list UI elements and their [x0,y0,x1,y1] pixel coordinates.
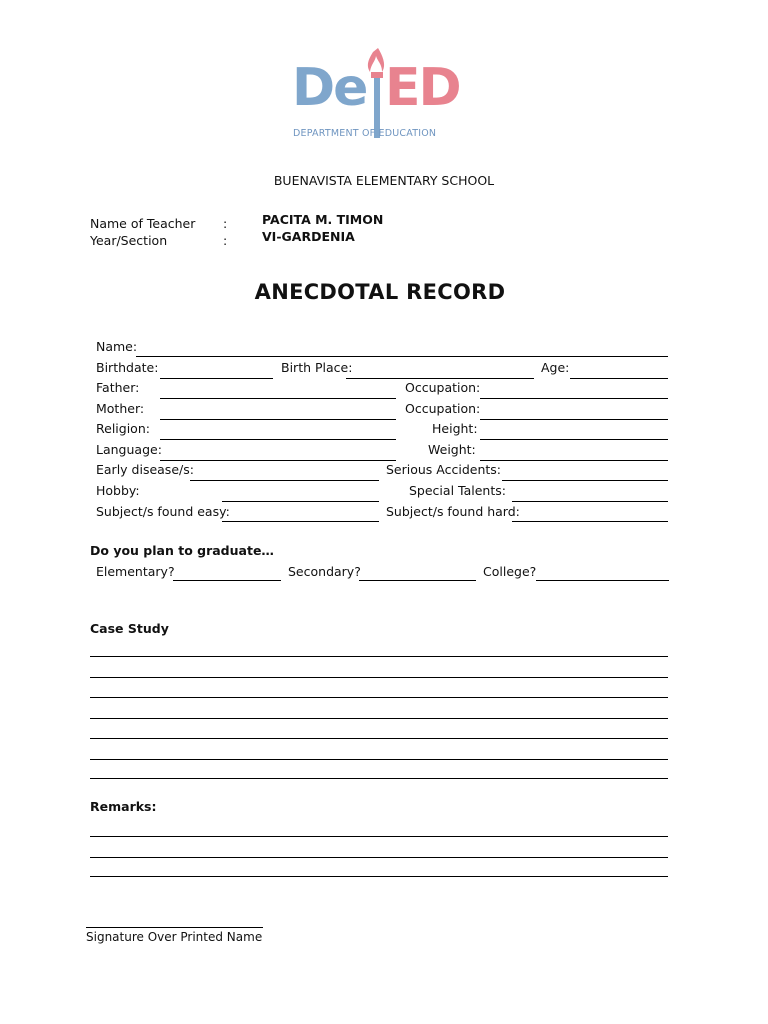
birth-place-line[interactable] [346,378,534,379]
secondary-line[interactable] [359,580,476,581]
case-study-line[interactable] [90,718,668,719]
case-study-heading: Case Study [90,621,169,636]
logo-text-ed: ED [385,58,460,118]
special-talents-line[interactable] [512,501,668,502]
age-line[interactable] [570,378,668,379]
form-title: ANECDOTAL RECORD [254,280,506,304]
year-section-separator: : [223,233,228,248]
birth-place-label: Birth Place: [281,360,353,375]
case-study-line[interactable] [90,738,668,739]
college-label: College? [483,564,537,579]
father-line[interactable] [160,398,396,399]
birthdate-line[interactable] [160,378,273,379]
weight-label: Weight: [428,442,476,457]
hobby-label: Hobby: [96,483,140,498]
elementary-label: Elementary? [96,564,175,579]
language-label: Language: [96,442,162,457]
father-label: Father: [96,380,140,395]
religion-label: Religion: [96,421,150,436]
name-label: Name: [96,339,138,354]
height-line[interactable] [480,439,668,440]
teacher-name-label: Name of Teacher [90,216,196,231]
mother-line[interactable] [160,419,396,420]
graduate-heading: Do you plan to graduate… [90,543,274,558]
teacher-name-separator: : [223,216,228,231]
case-study-line[interactable] [90,697,668,698]
year-section-label: Year/Section [90,233,168,248]
remarks-line[interactable] [90,876,668,877]
special-talents-label: Special Talents: [409,483,506,498]
logo-text-de: De [292,58,367,118]
teacher-name-value: PACITA M. TIMON [262,212,384,227]
serious-accidents-line[interactable] [502,480,668,481]
year-section-value: VI-GARDENIA [262,229,355,244]
college-line[interactable] [536,580,669,581]
remarks-line[interactable] [90,836,668,837]
logo-subtitle: DEPARTMENT OF EDUCATION [293,128,437,139]
secondary-label: Secondary? [288,564,361,579]
early-disease-label: Early disease/s: [96,462,194,477]
case-study-line[interactable] [90,778,668,779]
subject-hard-label: Subject/s found hard: [386,504,520,519]
remarks-line[interactable] [90,857,668,858]
father-occupation-label: Occupation: [405,380,481,395]
signature-label: Signature Over Printed Name [86,930,263,944]
name-line[interactable] [136,356,668,357]
case-study-line[interactable] [90,677,668,678]
case-study-line[interactable] [90,656,668,657]
mother-label: Mother: [96,401,145,416]
case-study-line[interactable] [90,759,668,760]
mother-occupation-label: Occupation: [405,401,481,416]
remarks-heading: Remarks: [90,799,157,814]
religion-line[interactable] [160,439,396,440]
language-line[interactable] [160,460,396,461]
height-label: Height: [432,421,478,436]
early-disease-line[interactable] [190,480,379,481]
birthdate-label: Birthdate: [96,360,159,375]
age-label: Age: [541,360,570,375]
weight-line[interactable] [480,460,668,461]
mother-occupation-line[interactable] [480,419,668,420]
elementary-line[interactable] [173,580,281,581]
subject-easy-line[interactable] [222,521,379,522]
hobby-line[interactable] [222,501,379,502]
subject-easy-label: Subject/s found easy: [96,504,230,519]
father-occupation-line[interactable] [480,398,668,399]
serious-accidents-label: Serious Accidents: [386,462,502,477]
school-name: BUENAVISTA ELEMENTARY SCHOOL [273,173,495,188]
signature-line[interactable] [86,927,263,928]
subject-hard-line[interactable] [512,521,668,522]
